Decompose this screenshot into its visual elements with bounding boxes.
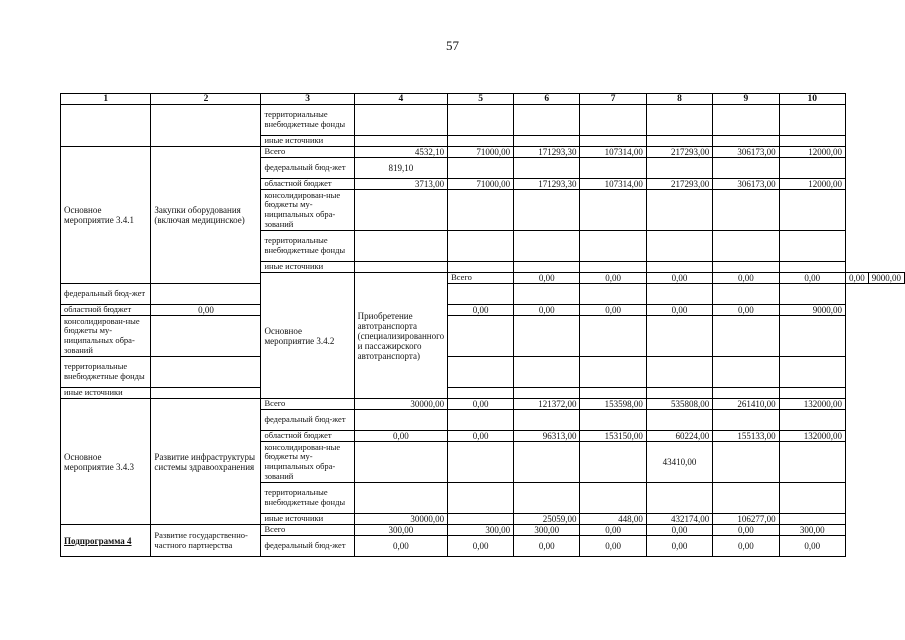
source-terr: территориальные внебюджетные фонды	[261, 483, 354, 514]
value-cell: 155133,00	[713, 431, 779, 442]
col-header: 5	[448, 94, 514, 105]
value-cell: 30000,00	[354, 399, 447, 410]
value-cell: 217293,00	[646, 147, 712, 158]
value-cell: 217293,00	[646, 179, 712, 190]
value-cell: 4532,10	[354, 147, 447, 158]
activity-title: Закупки оборудования (включая медицинское)	[151, 147, 261, 284]
source-other: иные источники	[261, 136, 354, 147]
value-cell: 96313,00	[514, 431, 580, 442]
source-fed: федеральный бюд-жет	[261, 158, 354, 179]
value-cell: 153598,00	[580, 399, 646, 410]
col-header: 7	[580, 94, 646, 105]
value-cell: 300,00	[779, 525, 845, 536]
value-cell: 0,00	[646, 536, 712, 557]
value-cell: 9000,00	[868, 273, 904, 284]
table-row	[61, 399, 905, 410]
value-cell: 0,00	[713, 305, 779, 316]
value-cell: 0,00	[354, 536, 447, 557]
value-cell: 819,10	[354, 158, 447, 179]
source-terr: территориальные внебюджетные фонды	[261, 231, 354, 262]
source-total: Всего	[261, 147, 354, 158]
col-header: 10	[779, 94, 845, 105]
source-obl: областной бюджет	[61, 305, 151, 316]
table-row	[61, 525, 905, 536]
value-cell: 306173,00	[713, 147, 779, 158]
value-cell: 0,00	[514, 536, 580, 557]
value-cell: 0,00	[779, 536, 845, 557]
subprogram-title: Развитие государственно-частного партнерства	[151, 525, 261, 557]
source-other: иные источники	[261, 514, 354, 525]
value-cell: 171293,30	[514, 147, 580, 158]
header-row	[61, 94, 905, 105]
source-total: Всего	[261, 399, 354, 410]
value-cell: 0,00	[713, 273, 779, 284]
subprogram-name: Подпрограмма 4	[61, 525, 151, 557]
value-cell: 0,00	[580, 305, 646, 316]
value-cell: 43410,00	[646, 442, 712, 483]
source-cons: консолидирован-ные бюджеты му-ниципальных обра-зований	[261, 442, 354, 483]
source-cons: консолидирован-ные бюджеты му-ниципальных обра-зований	[261, 190, 354, 231]
value-cell: 30000,00	[354, 514, 447, 525]
value-cell	[779, 514, 845, 525]
value-cell: 71000,00	[448, 179, 514, 190]
value-cell: 9000,00	[779, 305, 845, 316]
table-row	[61, 357, 905, 388]
activity-title: Приобретение автотранспорта (специализированного и пассажирского автотранспорта)	[354, 273, 447, 399]
budget-table	[60, 93, 905, 557]
activity-name: Основное мероприятие 3.4.3	[61, 399, 151, 525]
table-row	[61, 388, 905, 399]
value-cell: 306173,00	[713, 179, 779, 190]
col-header: 1	[61, 94, 151, 105]
value-cell: 60224,00	[646, 431, 712, 442]
source-terr: территориальные внебюджетные фонды	[61, 357, 151, 388]
table-row	[61, 105, 905, 136]
value-cell: 132000,00	[779, 431, 845, 442]
value-cell: 106277,00	[713, 514, 779, 525]
col-header: 2	[151, 94, 261, 105]
value-cell: 0,00	[514, 305, 580, 316]
source-fed: федеральный бюд-жет	[261, 410, 354, 431]
value-cell: 0,00	[713, 525, 779, 536]
value-cell: 0,00	[448, 399, 514, 410]
title-cell	[151, 105, 261, 147]
value-cell: 535808,00	[646, 399, 712, 410]
value-cell: 71000,00	[448, 147, 514, 158]
value-cell: 0,00	[646, 525, 712, 536]
value-cell: 432174,00	[646, 514, 712, 525]
value-cell: 300,00	[514, 525, 580, 536]
col-header: 8	[646, 94, 712, 105]
value-cell: 121372,00	[514, 399, 580, 410]
value-cell: 0,00	[514, 273, 580, 284]
source-obl: областной бюджет	[261, 179, 354, 190]
col-header: 6	[514, 94, 580, 105]
value-cell: 12000,00	[779, 179, 845, 190]
value-cell: 0,00	[448, 431, 514, 442]
value-cell: 0,00	[448, 536, 514, 557]
activity-cell	[61, 105, 151, 147]
col-header: 9	[713, 94, 779, 105]
source-obl: областной бюджет	[261, 431, 354, 442]
source-cons: консолидирован-ные бюджеты му-ниципальных обра-зований	[61, 316, 151, 357]
value-cell: 0,00	[646, 305, 712, 316]
value-cell: 0,00	[151, 305, 261, 316]
value-cell: 0,00	[580, 536, 646, 557]
value-cell: 107314,00	[580, 147, 646, 158]
value-cell: 0,00	[713, 536, 779, 557]
value-cell: 0,00	[354, 431, 447, 442]
table-row	[61, 147, 905, 158]
value-cell: 132000,00	[779, 399, 845, 410]
value-cell: 0,00	[779, 273, 845, 284]
col-header: 4	[354, 94, 447, 105]
value-cell: 153150,00	[580, 431, 646, 442]
value-cell: 25059,00	[514, 514, 580, 525]
source-total: Всего	[261, 525, 354, 536]
value-cell	[448, 514, 514, 525]
source-other: иные источники	[61, 388, 151, 399]
value-cell: 171293,30	[514, 179, 580, 190]
value-cell: 0,00	[846, 273, 869, 284]
source-fed: федеральный бюд-жет	[261, 536, 354, 557]
value-cell: 3713,00	[354, 179, 447, 190]
activity-name: Основное мероприятие 3.4.2	[261, 273, 354, 399]
activity-name: Основное мероприятие 3.4.1	[61, 147, 151, 284]
value-cell: 12000,00	[779, 147, 845, 158]
page-number: 57	[446, 38, 459, 53]
value-cell: 0,00	[580, 525, 646, 536]
value-cell: 107314,00	[580, 179, 646, 190]
value-cell: 300,00	[354, 525, 447, 536]
source-other: иные источники	[261, 262, 354, 273]
source-fed: федеральный бюд-жет	[61, 284, 151, 305]
source-total: Всего	[448, 273, 514, 284]
activity-title: Развитие инфраструктуры системы здравоохранения	[151, 399, 261, 525]
value-cell: 300,00	[448, 525, 514, 536]
table-row	[61, 305, 905, 316]
value-cell: 0,00	[448, 305, 514, 316]
value-cell: 0,00	[580, 273, 646, 284]
table-row	[61, 316, 905, 357]
value-cell: 448,00	[580, 514, 646, 525]
value-cell: 0,00	[646, 273, 712, 284]
value-cell: 261410,00	[713, 399, 779, 410]
col-header: 3	[261, 94, 354, 105]
table-row	[61, 284, 905, 305]
source-terr: территориальные внебюджетные фонды	[261, 105, 354, 136]
